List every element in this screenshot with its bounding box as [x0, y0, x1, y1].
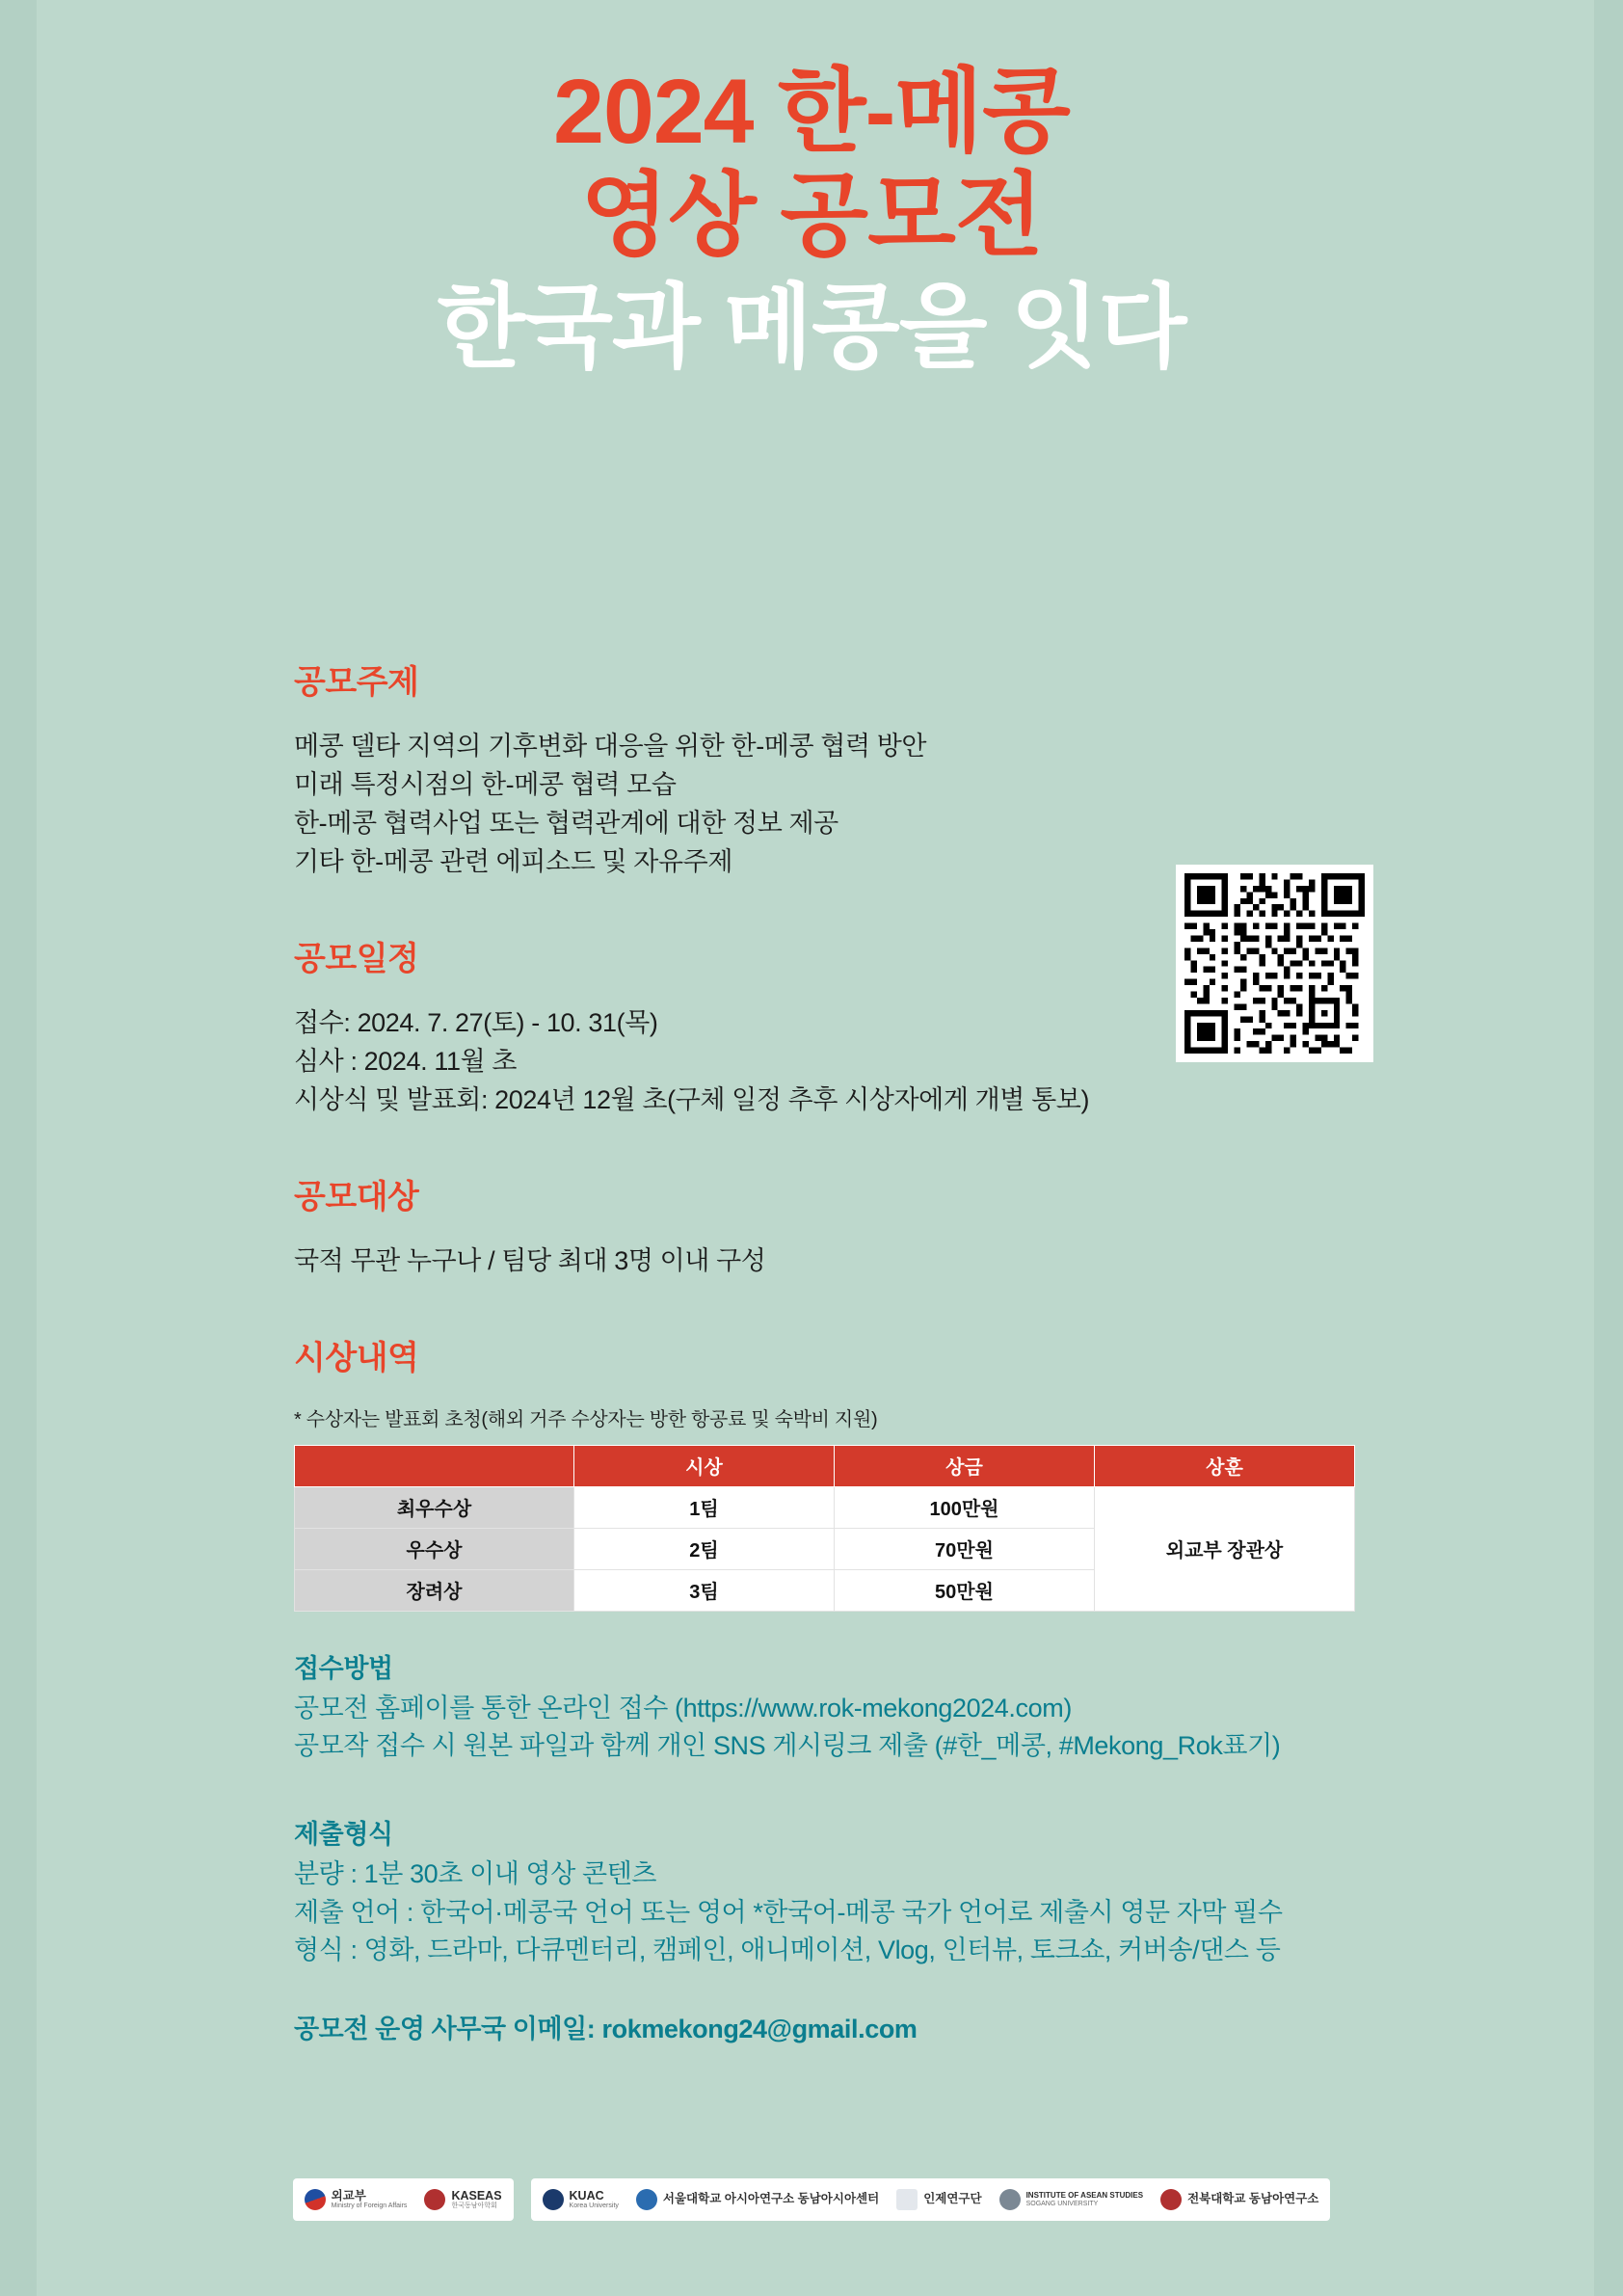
- howto-line-1[interactable]: 공모전 홈페이를 통한 온라인 접수 (https://www.rok-mekong2024.com): [294, 1694, 1072, 1723]
- jbnu-emblem-icon: [1160, 2189, 1182, 2210]
- sponsor-logo-bar: [0, 2178, 1623, 2221]
- logo-kuac-name: KUAC: [569, 2188, 604, 2203]
- howto-line-2: 공모작 접수 시 원본 파일과 함께 개인 SNS 게시링크 제출 (#한_메콩, #Mekong_Rok표기): [294, 1731, 1281, 1761]
- topic-line-2: 미래 특정시점의 한-메콩 협력 모습: [294, 769, 677, 799]
- poster-body: [294, 655, 1431, 2045]
- kaseas-emblem-icon: [424, 2189, 445, 2210]
- section-schedule: [294, 932, 1431, 1120]
- awards-table-header-row: [295, 1445, 1355, 1486]
- sogang-emblem-icon: [999, 2189, 1021, 2210]
- award-row-2-teams: 2팀: [574, 1528, 835, 1569]
- award-row-1-name: 최우수상: [295, 1486, 574, 1528]
- logo-kuac-sub: Korea University: [569, 2202, 619, 2209]
- section-awards-heading: 시상내역: [294, 1339, 419, 1376]
- topic-line-1: 메콩 델타 지역의 기후변화 대응을 위한 한-메콩 협력 방안: [294, 732, 927, 761]
- award-honor-merged: 외교부 장관상: [1095, 1486, 1355, 1611]
- award-row-1-money: 100만원: [835, 1486, 1095, 1528]
- eligibility-line-1: 국적 무관 누구나 / 팀당 최대 3명 이내 구성: [294, 1245, 766, 1275]
- awards-note: * 수상자는 발표회 초청(해외 거주 수상자는 방한 항공료 및 숙박비 지원): [294, 1408, 878, 1430]
- awards-header-money: 상금: [835, 1445, 1095, 1486]
- logo-snuac: [636, 2189, 879, 2210]
- awards-header-blank: [295, 1445, 574, 1486]
- mofa-emblem-icon: [305, 2189, 326, 2210]
- schedule-line-3: 시상식 및 발표회: 2024년 12월 초(구체 일정 추후 시상자에게 개별 통보): [294, 1084, 1090, 1114]
- section-schedule-heading: 공모일정: [294, 940, 419, 977]
- logo-jbnu: [1160, 2189, 1318, 2210]
- award-row-3-name: 장려상: [295, 1569, 574, 1611]
- logo-kaseas-name: KASEAS: [451, 2188, 502, 2203]
- logo-inje: [896, 2189, 981, 2210]
- table-row: [295, 1486, 1355, 1528]
- title-line-3: 한국과 메콩을 잇다: [437, 276, 1186, 379]
- spacer-3: [294, 1281, 1431, 1331]
- kuac-emblem-icon: [543, 2189, 564, 2210]
- logo-sogang-name: INSTITUTE OF ASEAN STUDIES: [1025, 2191, 1144, 2201]
- section-topic: [294, 655, 1431, 882]
- snuac-emblem-icon: [636, 2189, 657, 2210]
- section-howto: [294, 1650, 1431, 1766]
- logo-mofa: [305, 2189, 408, 2210]
- schedule-line-1: 접수: 2024. 7. 27(토) - 10. 31(목): [294, 1007, 658, 1037]
- logo-mofa-sub: Ministry of Foreign Affairs: [331, 2202, 408, 2209]
- spacer-6: [294, 1969, 1431, 2008]
- topic-line-3: 한-메콩 협력사업 또는 협력관계에 대한 정보 제공: [294, 808, 838, 838]
- award-row-3-money: 50만원: [835, 1569, 1095, 1611]
- awards-header-prize: 시상: [574, 1445, 835, 1486]
- spacer-5: [294, 1766, 1431, 1816]
- logo-sogang: [999, 2189, 1144, 2210]
- section-eligibility: [294, 1170, 1431, 1281]
- logo-kaseas: [424, 2189, 501, 2210]
- spacer-4: [294, 1612, 1431, 1650]
- logo-jbnu-name: 전북대학교 동남아연구소: [1187, 2192, 1319, 2206]
- logo-group-1: [293, 2178, 514, 2221]
- awards-table: [294, 1445, 1355, 1612]
- inje-emblem-icon: [896, 2189, 918, 2210]
- logo-kaseas-sub: 한국동남아학회: [451, 2202, 497, 2209]
- logo-kuac: [543, 2189, 619, 2210]
- spacer-2: [294, 1120, 1431, 1170]
- award-row-3-teams: 3팀: [574, 1569, 835, 1611]
- award-row-2-money: 70만원: [835, 1528, 1095, 1569]
- spacer-1: [294, 882, 1431, 932]
- section-eligibility-heading: 공모대상: [294, 1178, 419, 1215]
- section-format: [294, 1816, 1431, 1970]
- topic-line-4: 기타 한-메콩 관련 에피소드 및 자유주제: [294, 846, 733, 876]
- section-howto-heading: 접수방법: [294, 1653, 393, 1683]
- logo-snuac-name: 서울대학교 아시아연구소 동남아시아센터: [662, 2192, 880, 2206]
- logo-inje-name: 인제연구단: [923, 2192, 982, 2206]
- award-row-2-name: 우수상: [295, 1528, 574, 1569]
- format-line-2: 제출 언어 : 한국어·메콩국 언어 또는 영어 *한국어-메콩 국가 언어로 제출시 영문 자막 필수: [294, 1897, 1283, 1927]
- award-row-1-teams: 1팀: [574, 1486, 835, 1528]
- awards-header-honor: 상훈: [1095, 1445, 1355, 1486]
- logo-mofa-name: 외교부: [331, 2188, 366, 2203]
- logo-sogang-sub: SOGANG UNIVERSITY: [1025, 2200, 1099, 2207]
- logo-group-2: [531, 2178, 1331, 2221]
- poster-title: [0, 60, 1623, 384]
- schedule-line-2: 심사 : 2024. 11월 초: [294, 1046, 518, 1076]
- format-line-3: 형식 : 영화, 드라마, 다큐멘터리, 캠페인, 애니메이션, Vlog, 인터뷰, 토크쇼, 커버송/댄스 등: [294, 1936, 1281, 1965]
- section-awards: [294, 1331, 1431, 1612]
- title-line-1: 2024 한-메콩: [553, 61, 1070, 163]
- format-line-1: 분량 : 1분 30초 이내 영상 콘텐츠: [294, 1859, 657, 1889]
- contact-email[interactable]: 공모전 운영 사무국 이메일: rokmekong24@gmail.com: [294, 2015, 918, 2044]
- title-line-2: 영상 공모전: [580, 165, 1043, 268]
- section-topic-heading: 공모주제: [294, 664, 419, 701]
- section-format-heading: 제출형식: [294, 1819, 393, 1849]
